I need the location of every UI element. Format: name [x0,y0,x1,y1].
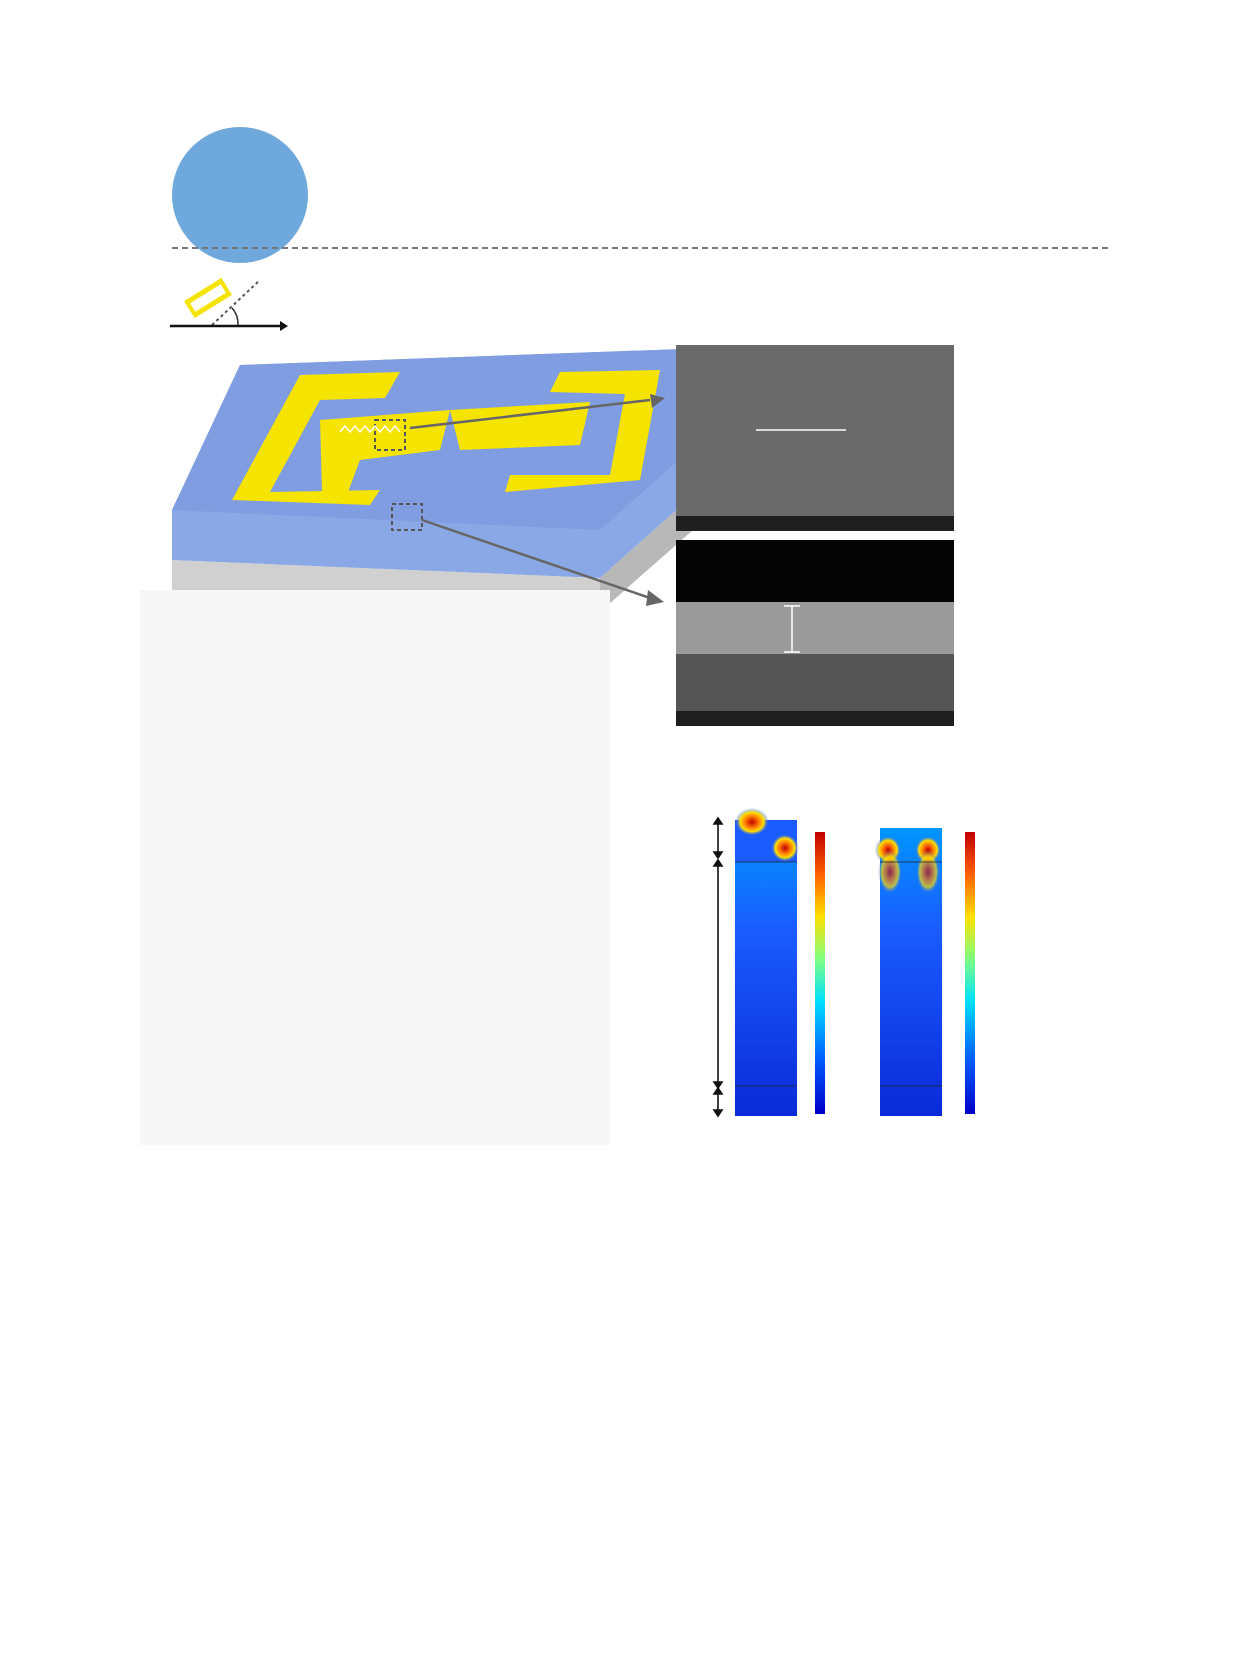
body-column-left [79,1337,599,1359]
chart-background [140,590,610,1145]
sezawa-simulation [875,828,942,1116]
colorbar-rayleigh [815,832,825,1114]
substrate-circle [172,127,308,263]
figure-canvas [120,120,1120,1220]
sem-image-d [676,540,954,726]
layer-brackets [714,818,722,1116]
colorbar-sezawa [965,832,975,1114]
sapphire-axis-arrowhead [280,321,288,331]
zoom-arrowhead-d [646,590,664,606]
figure-2 [120,120,1120,1220]
inset-angle-arc [232,308,238,325]
sem-image-c [676,345,954,531]
rayleigh-simulation [735,808,799,1116]
